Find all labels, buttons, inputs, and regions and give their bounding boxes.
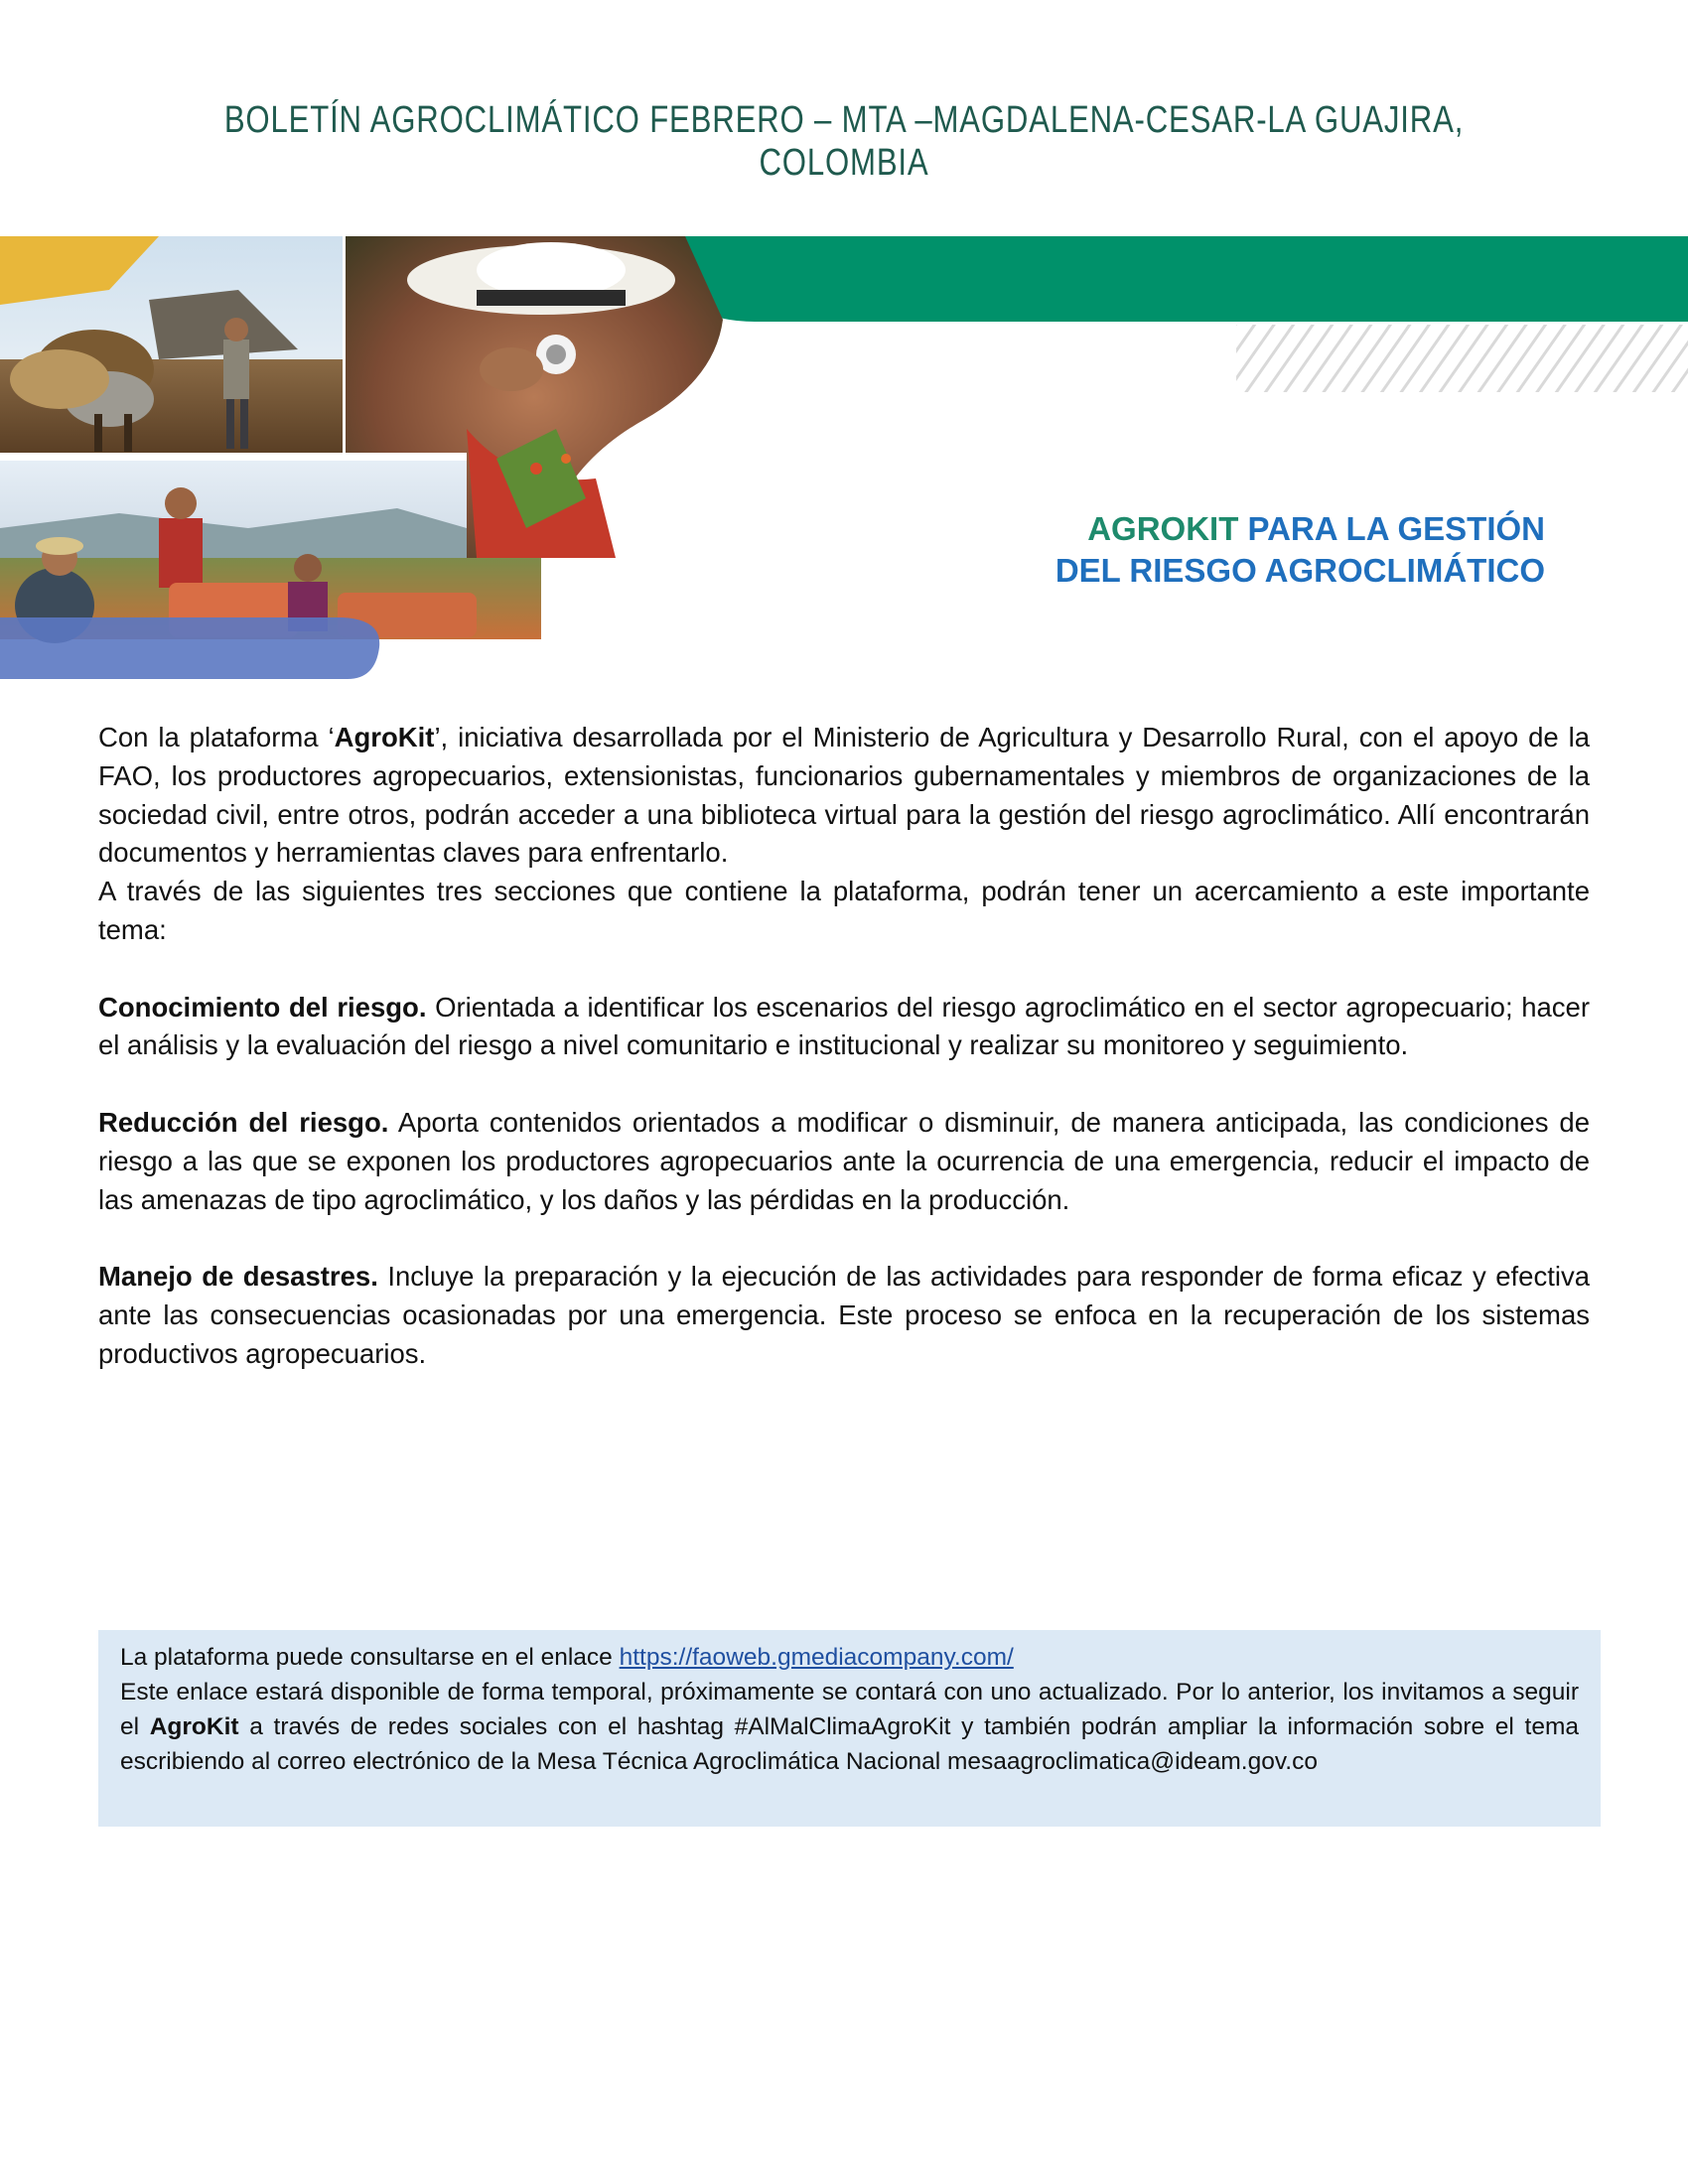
photo-farmer-mules <box>0 236 343 453</box>
blue-stripe <box>0 617 379 679</box>
agrokit-bold: AgroKit <box>334 722 435 752</box>
hatch-decoration <box>1236 325 1688 392</box>
green-band <box>645 236 1688 322</box>
bulletin-header-title: BOLETÍN AGROCLIMÁTICO FEBRERO – MTA –MAGDALENA-CESAR-LA GUAJIRA, COLOMBIA <box>223 99 1465 184</box>
section-reduction: Reducción del riesgo. Aporta contenidos orientados a modificar o disminuir, de manera anticipada, las condiciones de riesgo a las que se exponen los productores agropecuarios ante la ocurrencia de una emergencia, reducir el impacto de las amenazas de tipo agroclimático, y los daños y las pérdidas en la producción. <box>98 1106 1590 1215</box>
photo-banner <box>0 230 1688 687</box>
photo-farmers-harvest <box>0 461 541 643</box>
info-note-box <box>98 1630 1601 1827</box>
intro-paragraph: Con la plataforma ‘AgroKit’, iniciativa desarrollada por el Ministerio de Agricultura y Desarrollo Rural, con el apoyo de la FAO, los productores agropecuarios, extensionistas, funcionarios gubernamentales y miembros de organizaciones de la sociedad civil, entre otros, podrán acceder a una biblioteca virtual para la gestión del riesgo agroclimático. Allí encontrarán documentos y herramientas claves para enfrentarlo. <box>98 722 1590 869</box>
section-title-line1: PARA LA GESTIÓN <box>1238 510 1545 547</box>
section-heading: Manejo de desastres. <box>98 1261 378 1293</box>
platform-link[interactable]: https://faoweb.gmediacompany.com/ <box>619 1644 1014 1671</box>
section-disaster: Manejo de desastres. Incluye la preparación y la ejecución de las actividades para responder de forma eficaz y efectiva ante las consecuencias ocasionadas por una emergencia. Este proceso se enfoca en la recuperación de los sistemas productivos agropecuarios. <box>98 1261 1590 1369</box>
section-title <box>923 508 1545 592</box>
note-paragraph: Este enlace estará disponible de forma temporal, próximamente se contará con uno actualizado. Por lo anterior, los invitamos a seguir el AgroKit a través de redes sociales con el hashtag #AlMalClimaAgroKit y también podrán ampliar la información sobre el tema escribiendo al correo electrónico de la Mesa Técnica Agroclimática Nacional mesaagroclimatica@ideam.gov.co <box>120 1679 1579 1775</box>
agrokit-bold: AgroKit <box>149 1713 239 1740</box>
note-link-line: La plataforma puede consultarse en el enlace https://faoweb.gmediacompany.com/ <box>120 1644 1014 1671</box>
section-title-agrokit: AGROKIT <box>1087 510 1239 547</box>
section-heading: Conocimiento del riesgo. <box>98 991 427 1023</box>
article-body <box>98 719 1590 1374</box>
intro-paragraph-2: A través de las siguientes tres secciones que contiene la plataforma, podrán tener un acercamiento a este importante tema: <box>98 876 1590 945</box>
section-knowledge: Conocimiento del riesgo. Orientada a identificar los escenarios del riesgo agroclimático en el sector agropecuario; hacer el análisis y la evaluación del riesgo a nivel comunitario e institucional y realizar su monitoreo y seguimiento. <box>98 991 1591 1061</box>
section-heading: Reducción del riesgo. <box>98 1106 389 1138</box>
section-title-line2: DEL RIESGO AGROCLIMÁTICO <box>1055 552 1545 589</box>
